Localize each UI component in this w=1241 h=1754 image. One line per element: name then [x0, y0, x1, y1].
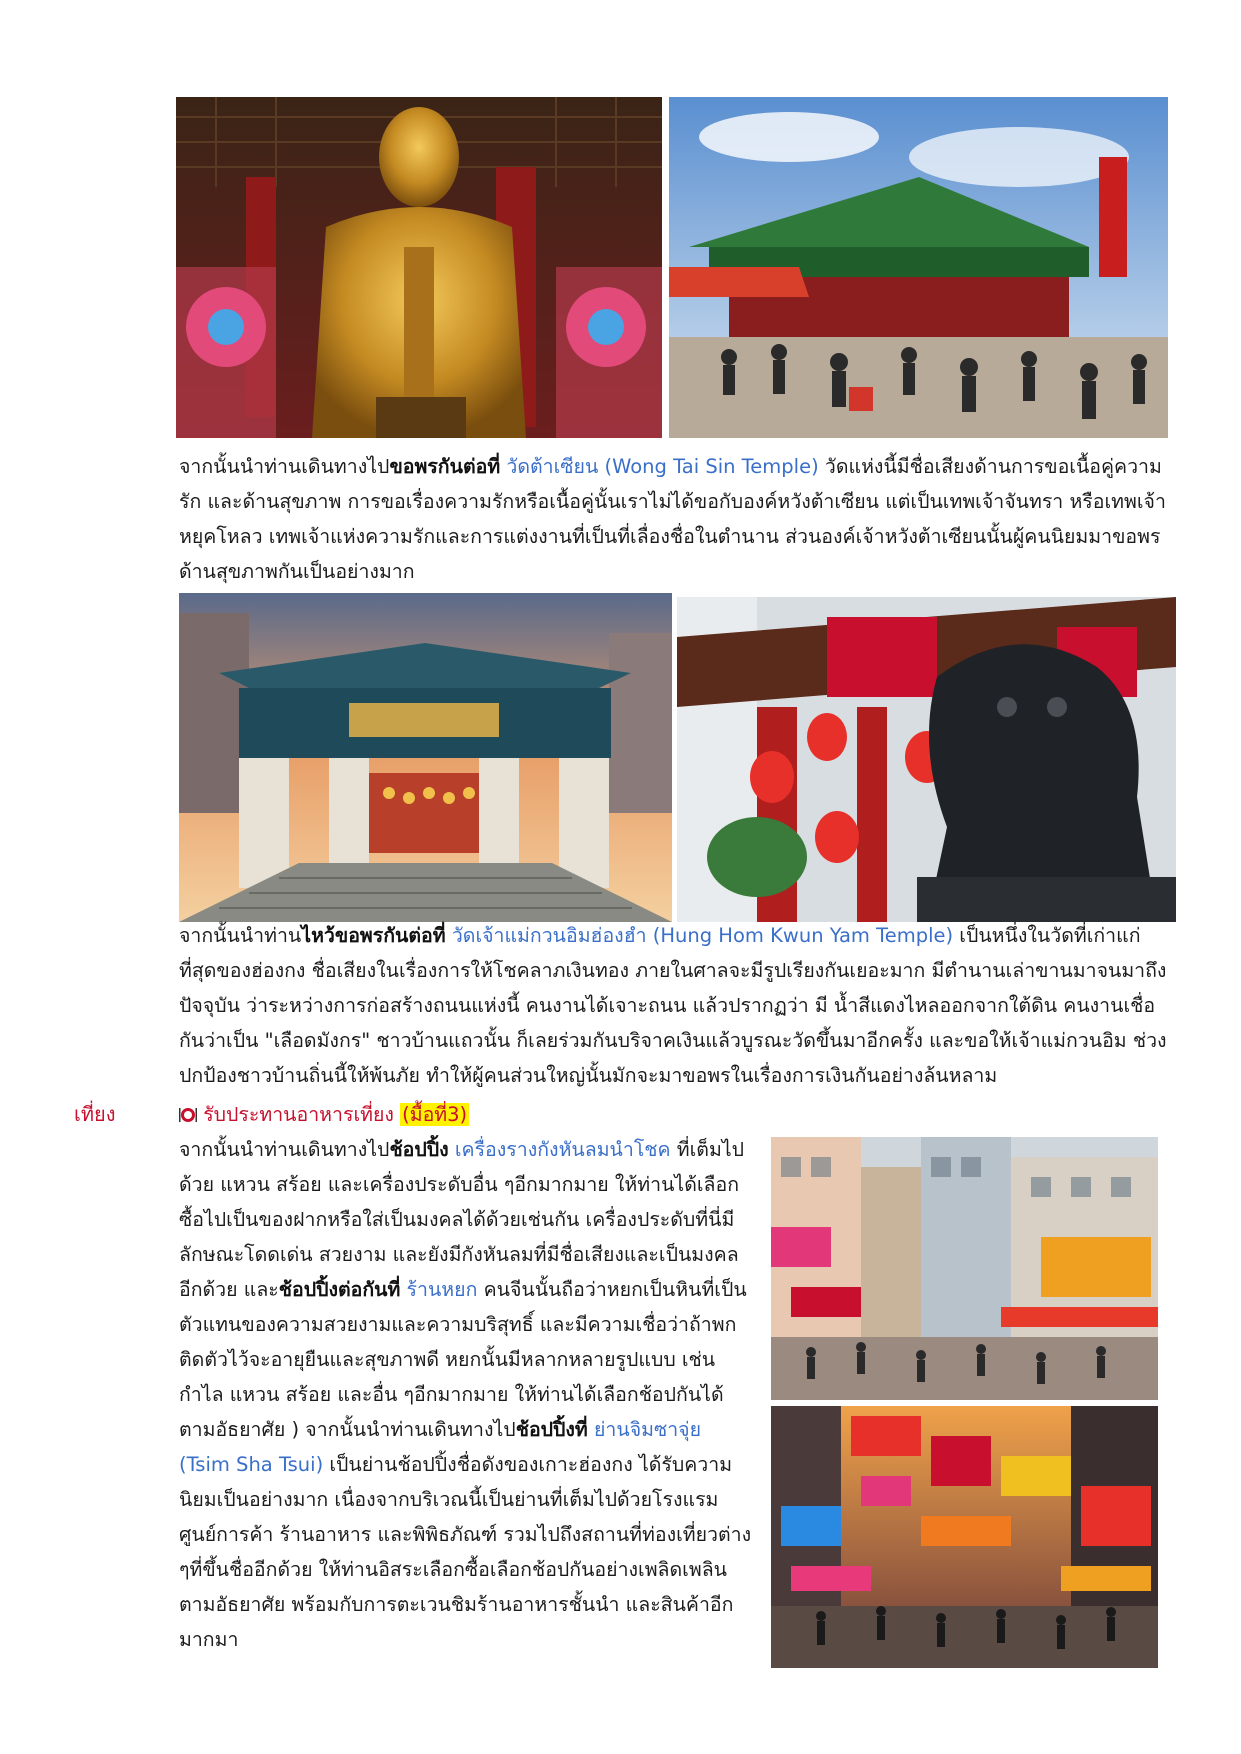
stone-lion-statue-photo	[677, 597, 1176, 922]
golden-deity-statue-photo	[176, 97, 662, 438]
jade-shop-link[interactable]: ร้านหยก	[406, 1278, 478, 1301]
tsim-sha-tsui-link[interactable]: ย่านจิมซาจุ่ย (Tsim Sha Tsui)	[179, 1418, 702, 1476]
temple-gate-sunset-photo	[179, 593, 672, 922]
bold-phrase: ขอพรกันต่อที่	[389, 455, 501, 478]
meal-line	[179, 1097, 779, 1132]
street-shops-photo	[771, 1137, 1158, 1400]
bold-phrase: ไหว้ขอพรกันต่อที่	[301, 924, 446, 947]
temple-courtyard-crowd-photo	[669, 97, 1168, 438]
text: จากนั้นนำท่านเดินทางไป	[179, 455, 390, 478]
text: จากนั้นนำท่าน	[179, 924, 302, 947]
kwun-yam-link[interactable]: วัดเจ้าแม่กวนอิมฮ่องฮำ (Hung Hom Kwun Yam Temple)	[451, 924, 954, 947]
text: วัดแห่งนี้มีชื่อเสียงด้านการขอเนื้อคู่ความรัก และด้านสุขภาพ การขอเรื่องความรักหรือเนื้อคู่นั้นเราไม่ได้ขอกับองค์หวังต้าเซียน แต่เป็นเทพเจ้าจันทรา หรือเทพเจ้าหยุคโหลว เทพเจ้าแห่งความรักและการแต่งงานที่เป็นที่เลื่องชื่อในตำนาน ส่วนองค์เจ้าหวังต้าเซียนนั้นผู้คนนิยมมาขอพรด้านสุขภาพกันเป็นอย่างมาก	[179, 455, 1166, 583]
text: ที่เต็มไปด้วย แหวน สร้อย และเครื่องประดับอื่น ๆอีกมากมาย ให้ท่านได้เลือกซื้อไปเป็นของฝากหรือใส่เป็นมงคลได้ด้วยเช่นกัน เครื่องประดับที่นี่มีลักษณะโดดเด่น สวยงาม และยังมีกังหันลมที่มีชื่อเสียงและเป็นมงคลอีกด้วย และ	[179, 1138, 745, 1301]
bold-phrase: ช้อปปิ้งต่อกันที่	[278, 1278, 401, 1301]
bold-phrase: ช้อปปิ้งที่	[515, 1418, 588, 1441]
shopping-paragraph	[179, 1132, 754, 1657]
meal-text: รับประทานอาหารเที่ยง	[203, 1103, 394, 1126]
text: เป็นหนึ่งในวัดที่เก่าแก่ที่สุดของฮ่องกง ชื่อเสียงในเรื่องการให้โชคลาภเงินทอง ภายในศาลจะมีรูปเรียงกันเยอะมาก มีตำนานเล่าขานมาจนมาถึงปัจจุบัน ว่าระหว่างการก่อสร้างถนนแห่งนี้ คนงานได้เจาะถนน แล้วปรากฏว่า มี น้ำสีแดงไหลออกจากใต้ดิน คนงานเชื่อกันว่าเป็น "เลือดมังกร" ชาวบ้านแถวนั้น ก็เลยร่วมกันบริจาคเงินแล้วบูรณะวัดขึ้นมาอีกครั้ง และขอให้เจ้าแม่กวนอิม ช่วงปกป้องชาวบ้านถิ่นนี้ให้พ้นภัย ทำให้ผู้คนส่วนใหญ่นั้นมักจะมาขอพรในเรื่องการเงินกันอย่างล้นหลาม	[179, 924, 1167, 1087]
time-label: เที่ยง	[74, 1102, 116, 1126]
neon-street-photo	[771, 1406, 1158, 1668]
bold-phrase: ช้อปปิ้ง	[389, 1138, 449, 1161]
meal-number-badge: (มื้อที่3)	[402, 1103, 468, 1126]
windmill-charm-link[interactable]: เครื่องรางกังหันลมนำโชค	[454, 1138, 671, 1161]
wong-tai-sin-paragraph	[179, 449, 1169, 589]
plate-cutlery-icon	[179, 1100, 197, 1118]
text: คนจีนนั้นถือว่าหยกเป็นหินที่เป็นตัวแทนของความสวยงามและความบริสุทธิ์ และมีความเชื่อว่าถ้าพกติดตัวไว้จะอายุยืนและสุขภาพดี หยกนั้นมีหลากหลายรูปแบบ เช่น กำไล แหวน สร้อย และอื่น ๆอีกมากมาย ให้ท่านได้เลือกช้อปกันได้ตามอัธยาศัย ) จากนั้นนำท่านเดินทางไป	[179, 1278, 747, 1441]
kwun-yam-paragraph	[179, 918, 1169, 1093]
wong-tai-sin-link[interactable]: วัดต้าเซียน (Wong Tai Sin Temple)	[506, 455, 819, 478]
text: เป็นย่านช้อปปิ้งชื่อดังของเกาะฮ่องกง ได้รับความนิยมเป็นอย่างมาก เนื่องจากบริเวณนี้เป็นย่านที่เต็มไปด้วยโรงแรม ศูนย์การค้า ร้านอาหาร และพิพิธภัณฑ์ รวมไปถึงสถานที่ท่องเที่ยวต่าง ๆที่ขึ้นชื่ออีกด้วย ให้ท่านอิสระเลือกซื้อเลือกช้อปกันอย่างเพลิดเพลินตามอัธยาศัย พร้อมกับการตะเวนชิมร้านอาหารชั้นนำ และสินค้าอีกมากมา	[179, 1453, 752, 1651]
text: จากนั้นนำท่านเดินทางไป	[179, 1138, 390, 1161]
